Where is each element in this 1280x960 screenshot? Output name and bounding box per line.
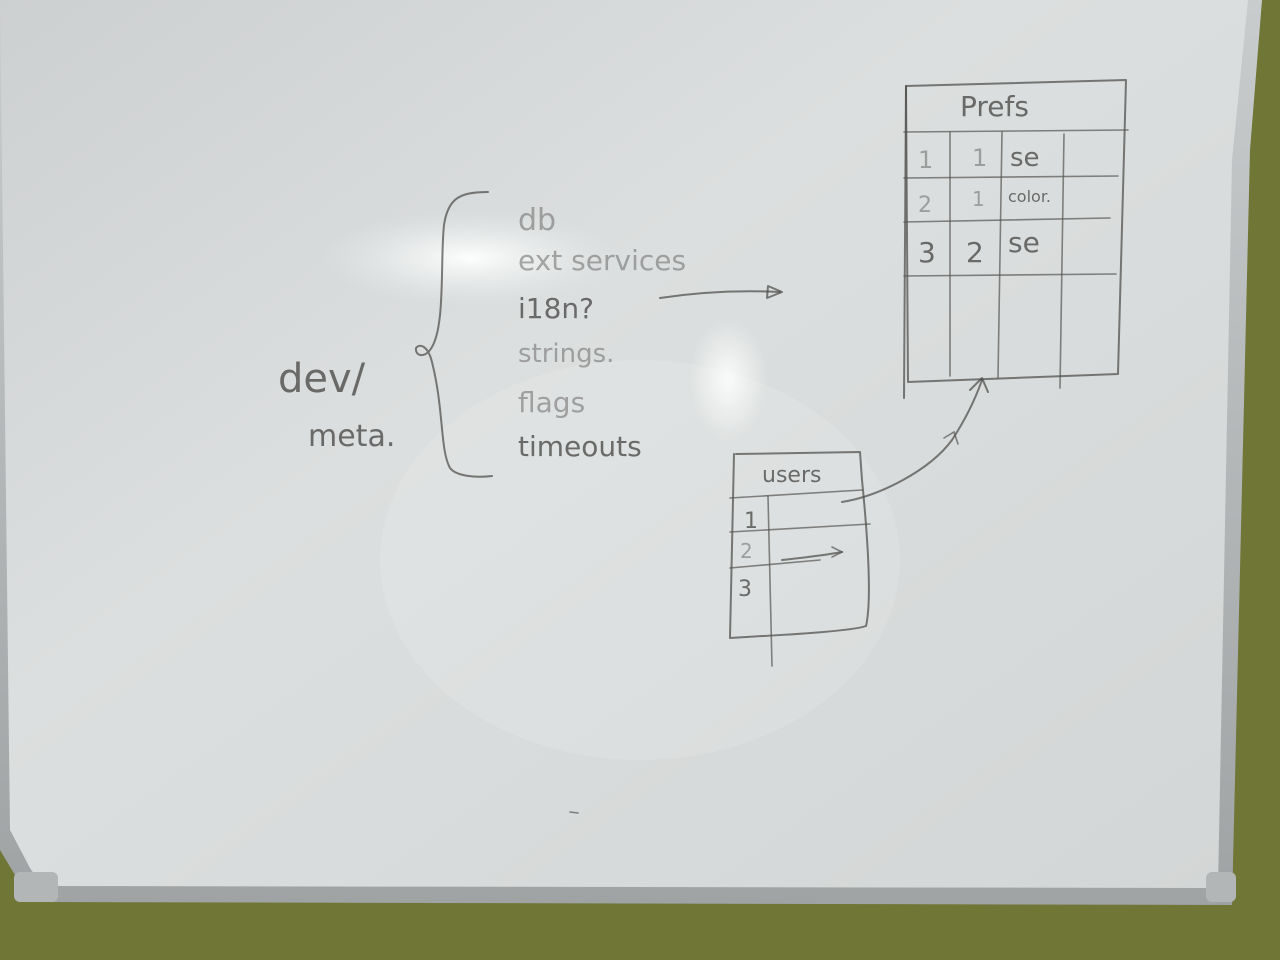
- prefs-cell-r1c2: 1: [972, 144, 988, 172]
- label-dev: dev/: [278, 356, 366, 402]
- stray-mark: [570, 812, 578, 813]
- prefs-cell-r2c3: color.: [1008, 187, 1052, 206]
- list-item-i18n: i18n?: [518, 292, 595, 325]
- frame-corner-bottom-left: [14, 872, 58, 902]
- list-item-flags: flags: [518, 386, 586, 419]
- light-reflection: [380, 360, 900, 760]
- users-row-3: 3: [738, 577, 752, 602]
- list-item-timeouts: timeouts: [518, 430, 642, 463]
- label-meta: meta.: [308, 419, 396, 454]
- prefs-cell-r2c1: 2: [918, 193, 932, 218]
- users-row-2: 2: [740, 539, 753, 563]
- frame-corner-bottom-right: [1206, 872, 1236, 902]
- prefs-cell-r3c1: 3: [918, 236, 936, 269]
- prefs-cell-r2c2: 1: [972, 187, 985, 211]
- list-item-db: db: [518, 203, 557, 238]
- prefs-cell-r1c1: 1: [918, 146, 934, 174]
- users-title: users: [762, 463, 822, 488]
- users-row-1: 1: [744, 509, 758, 534]
- prefs-cell-r1c3: se: [1010, 143, 1040, 173]
- prefs-cell-r3c2: 2: [966, 236, 984, 269]
- prefs-title: Prefs: [960, 90, 1029, 123]
- list-item-ext-services: ext services: [518, 244, 687, 277]
- list-item-strings: strings.: [518, 339, 615, 369]
- prefs-cell-r3c3: se: [1008, 226, 1040, 259]
